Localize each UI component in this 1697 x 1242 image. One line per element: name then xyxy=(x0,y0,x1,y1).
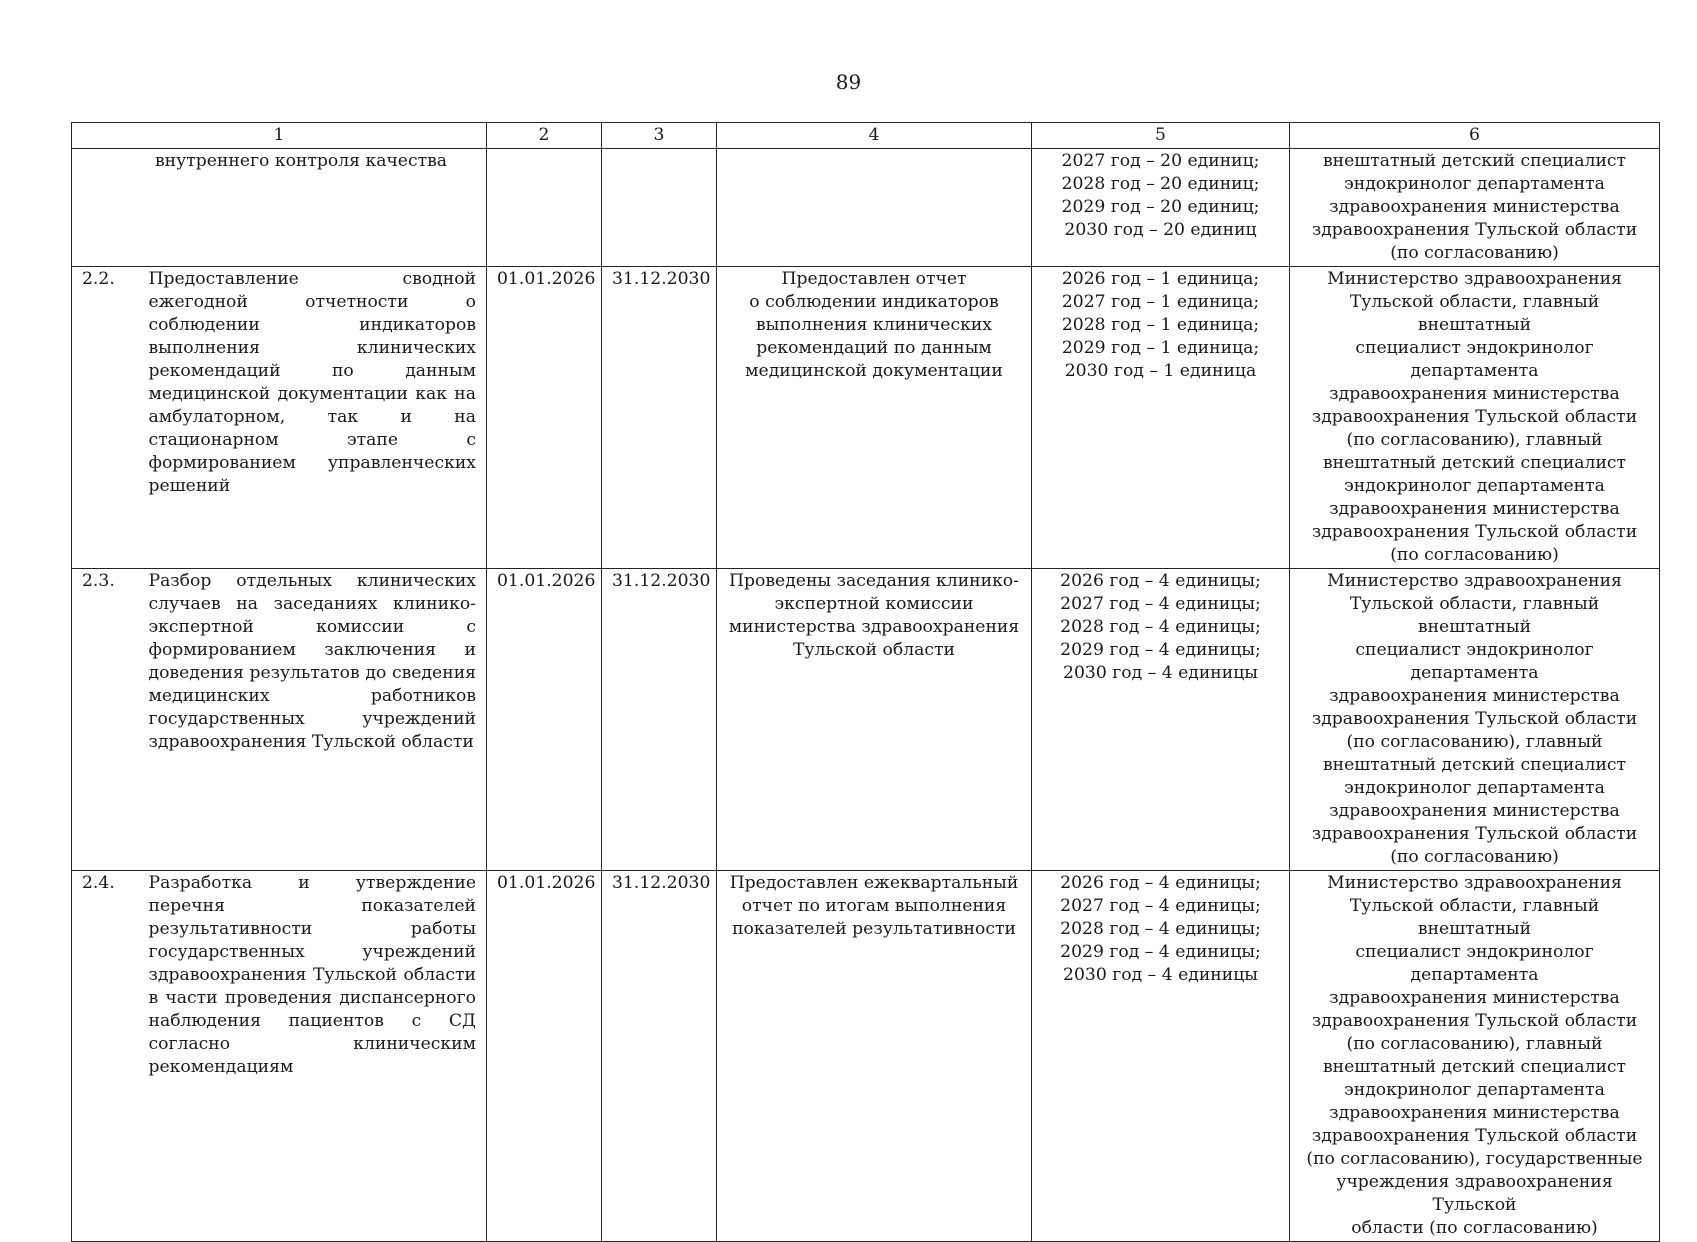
column-header-2: 2 xyxy=(487,123,602,149)
responsible-parties: Министерство здравоохранения Тульской области, главный внештатный специалист эндокринолог департамента здравоохранения министерства здравоохранения Тульской области (по согласованию), главный внештатный детский специалист эндокринолог департамента здравоохранения министерства здравоохранения Тульской области (по согласованию) xyxy=(1290,267,1660,569)
expected-result xyxy=(717,149,1032,267)
table-row xyxy=(72,569,1660,871)
table-row xyxy=(72,871,1660,1242)
column-number-row xyxy=(72,123,1660,149)
yearly-targets: 2026 год – 1 единица; 2027 год – 1 единица; 2028 год – 1 единица; 2029 год – 1 единица; 2030 год – 1 единица xyxy=(1032,267,1290,569)
responsible-parties: Министерство здравоохранения Тульской области, главный внештатный специалист эндокринолог департамента здравоохранения министерства здравоохранения Тульской области (по согласованию), главный внештатный детский специалист эндокринолог департамента здравоохранения министерства здравоохранения Тульской области (по согласованию), государственные учреждения здравоохранения Тульской области (по согласованию) xyxy=(1290,871,1660,1242)
column-header-4: 4 xyxy=(717,123,1032,149)
end-date: 31.12.2030 xyxy=(602,267,717,569)
start-date xyxy=(487,149,602,267)
responsible-parties: внештатный детский специалист эндокринолог департамента здравоохранения министерства здравоохранения Тульской области (по согласованию) xyxy=(1290,149,1660,267)
item-number: 2.2. xyxy=(72,267,139,569)
end-date: 31.12.2030 xyxy=(602,569,717,871)
activity-description: Предоставление сводной ежегодной отчетности о соблюдении индикаторов выполнения клинических рекомендаций по данным медицинской документации как на амбулаторном, так и на стационарном этапе с формированием управленческих решений xyxy=(139,267,487,569)
item-number: 2.3. xyxy=(72,569,139,871)
table-row xyxy=(72,267,1660,569)
column-header-1: 1 xyxy=(72,123,487,149)
column-header-5: 5 xyxy=(1032,123,1290,149)
yearly-targets: 2026 год – 4 единицы; 2027 год – 4 единицы; 2028 год – 4 единицы; 2029 год – 4 единицы; 2030 год – 4 единицы xyxy=(1032,569,1290,871)
activity-description: Разбор отдельных клинических случаев на заседаниях клинико-экспертной комиссии с формированием заключения и доведения результатов до сведения медицинских работников государственных учреждений здравоохранения Тульской области xyxy=(139,569,487,871)
table-row xyxy=(72,149,1660,267)
yearly-targets: 2027 год – 20 единиц; 2028 год – 20 единиц; 2029 год – 20 единиц; 2030 год – 20 единиц xyxy=(1032,149,1290,267)
start-date: 01.01.2026 xyxy=(487,569,602,871)
activities-table xyxy=(71,122,1660,1242)
expected-result: Проведены заседания клинико- экспертной комиссии министерства здравоохранения Тульской области xyxy=(717,569,1032,871)
end-date xyxy=(602,149,717,267)
yearly-targets: 2026 год – 4 единицы; 2027 год – 4 единицы; 2028 год – 4 единицы; 2029 год – 4 единицы; 2030 год – 4 единицы xyxy=(1032,871,1290,1242)
activity-description: внутреннего контроля качества xyxy=(72,149,487,267)
expected-result: Предоставлен отчет о соблюдении индикаторов выполнения клинических рекомендаций по данным медицинской документации xyxy=(717,267,1032,569)
activity-description: Разработка и утверждение перечня показателей результативности работы государственных учреждений здравоохранения Тульской области в части проведения диспансерного наблюдения пациентов с СД согласно клиническим рекомендациям xyxy=(139,871,487,1242)
start-date: 01.01.2026 xyxy=(487,871,602,1242)
column-header-6: 6 xyxy=(1290,123,1660,149)
item-number: 2.4. xyxy=(72,871,139,1242)
page-number: 89 xyxy=(835,70,862,94)
end-date: 31.12.2030 xyxy=(602,871,717,1242)
start-date: 01.01.2026 xyxy=(487,267,602,569)
expected-result: Предоставлен ежеквартальный отчет по итогам выполнения показателей результативности xyxy=(717,871,1032,1242)
column-header-3: 3 xyxy=(602,123,717,149)
responsible-parties: Министерство здравоохранения Тульской области, главный внештатный специалист эндокринолог департамента здравоохранения министерства здравоохранения Тульской области (по согласованию), главный внештатный детский специалист эндокринолог департамента здравоохранения министерства здравоохранения Тульской области (по согласованию) xyxy=(1290,569,1660,871)
